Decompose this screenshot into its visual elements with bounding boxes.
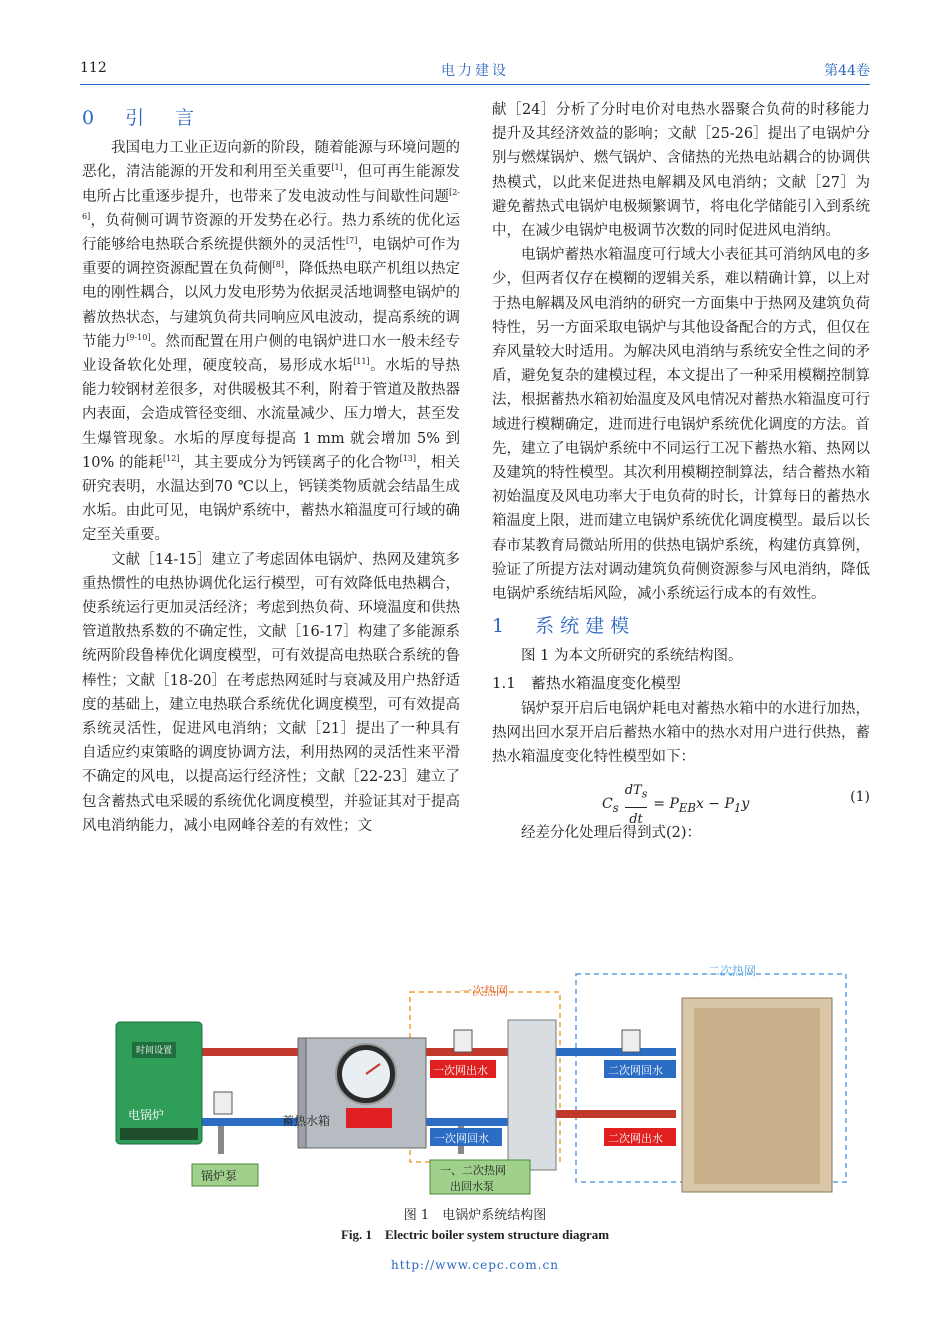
net-pump-label-line1: 一、二次热网 (440, 1164, 506, 1177)
subsection-1-1-paragraph: 锅炉泵开启后电锅炉耗电对蓄热水箱中的水进行加热，热网出回水泵开启后蓄热水箱中的热水对用户进行供热，蓄热水箱温度变化特性模型如下： (492, 700, 870, 766)
journal-title: 电力建设 (441, 63, 509, 79)
citation: [7] (346, 236, 358, 246)
intro-paragraph-3: 电锅炉蓄热水箱温度可行域大小表征其可消纳风电的多少，但两者仅存在模糊的逻辑关系，难以精确计算，以上对于热电解耦及风电消纳的研究一方面集中于热网及建筑负荷特性，另一方面采取电锅炉与其他设备配合的方式，但仅在弃风量较大时适用。为解决风电消纳与系统安全性之间的矛盾，避免复杂的建模过程，本文提出了一种采用模糊控制算法，根据蓄热水箱初始温度及风电情况对蓄热水箱温度可行域进行模糊确定，进而进行电锅炉系统优化调度的方法。首先，建立了电锅炉系统中不同运行工况下蓄热水箱、热网以及建筑的特性模型。其次利用模糊控制算法，结合蓄热水箱初始温度及风电功率大于电负荷的时长，计算每日的蓄热水箱温度上限，进而建立电锅炉系统优化调度模型。最后以长春市某教育局微站所用的供热电锅炉系统，构建仿真算例，验证了所提方法对调动建筑负荷侧资源参与风电消纳，降低电锅炉系统结垢风险，减小系统运行成本的有效性。 (492, 247, 870, 603)
derivative-fraction: $\frac{dT_s}{dt}$ (624, 783, 648, 828)
timer-label: 时间设置 (136, 1046, 173, 1056)
boiler-meter (214, 1092, 232, 1114)
secondary-out-pipe (556, 1110, 676, 1118)
secondary-back-pipe (556, 1048, 676, 1056)
net-pump-label-line2: 出回水泵 (450, 1180, 494, 1193)
subsection-1-1-title: 1.1 蓄热水箱温度变化模型 (492, 673, 681, 692)
page-number: 112 (80, 60, 107, 76)
section-0-title: 0 引 言 (82, 107, 201, 129)
section-1-paragraph: 图 1 为本文所研究的系统结构图。 (521, 648, 743, 665)
intro-paragraph-2-continued: 献［24］分析了分时电价对电热水器聚合负荷的时移能力提升及其经济效益的影响；文献［25-26］提出了电锅炉分别与燃煤锅炉、燃气锅炉、含储热的光热电站耦合的协调供热模式，以此来促进热电解耦及风电消纳；文献［27］为避免蓄热式电锅炉电极频繁调节，将电化学储能引入到系统中，在减少电锅炉电极调节次数的同时促进风电消纳。 (492, 102, 870, 240)
citation: [9-10] (126, 332, 151, 342)
citation: [2-6] (82, 187, 460, 221)
secondary-meter (622, 1030, 640, 1052)
citation: [1] (331, 163, 343, 173)
primary-out-label: 一次网出水 (433, 1064, 488, 1077)
section-1-title: 1 系统建模 (492, 615, 636, 638)
equation-1: $C_s$ $\frac{dT_s}{dt}$ = $P_{EB}x - P_1y$ (1) (492, 773, 870, 817)
secondary-out-label: 二次网出水 (608, 1132, 663, 1145)
equation-number: (1) (850, 789, 870, 806)
figure-caption-cn: 图 1 电锅炉系统结构图 (403, 1208, 547, 1223)
tank-display (346, 1108, 392, 1128)
citation: [8] (272, 260, 285, 270)
intro-paragraph-2: 文献［14-15］建立了考虑固体电锅炉、热网及建筑多重热惯性的电热协调优化运行模型，可有效降低电热耦合，使系统运行更加灵活经济；考虑到热负荷、环境温度和供热管道散热系数的不确定性，文献［16-17］构建了多能源系统两阶段鲁棒优化调度模型，可有效提高电热联合系统的鲁棒性；文献［18-20］在考虑热网延时与衰减及用户热舒适度的基础上，建立电热联合系统优化调度模型，可有效提高系统灵活性，促进风电消纳；文献［21］提出了一种具有自适应约束策略的调度协调方法，利用热网的灵活性来平滑不确定的风电，以提高运行经济性；文献［22-23］建立了包含蓄热式电采暖的系统优化调度模型，并验证其对于提高风电消纳能力，减小电网峰谷差的有效性；文 (82, 551, 460, 834)
tank-label: 蓄热水箱 (282, 1114, 331, 1128)
boiler-label: 电锅炉 (128, 1108, 165, 1122)
footer-url[interactable]: http://www.cepc.com.cn (390, 1258, 559, 1272)
pump-pipe (218, 1126, 224, 1154)
after-equation-text: 经差分化处理后得到式(2)： (521, 825, 702, 842)
boiler-vent (120, 1128, 198, 1140)
intro-paragraph-1: 我国电力工业正迈向新的阶段，随着能源与环境问题的恶化，清洁能源的开发和利用至关重要[1]，但可再生能源发电所占比重逐步提升，也带来了发电波动性与间歇性问题[2-6]，负荷侧可调节资源的开发势在必行。热力系统的优化运行能够给电热联合系统提供额外的灵活性[7]，电锅炉可作为重要的调控资源配置在负荷侧[8]，降低热电联产机组以热定电的刚性耦合，以风力发电形势为依据灵活地调整电锅炉的蓄放热状态，与建筑负荷共同响应风电波动，提高系统的调节能力[9-10]。然而配置在用户侧的电锅炉进口水一般未经专业设备软化处理，硬度较高，易形成水垢[11]。水垢的导热能力较钢材差很多，对供暖极其不利，附着于管道及散热器内表面，会造成管径变细、水流量减少、压力增大，甚至发生爆管现象。水垢的厚度每提高 1 mm 就会增加 5% 到 10% 的能耗[12]，其主要成分为钙镁离子的化合物[13]，相关研究表明，水温达到70 ℃以上，钙镁类物质就会结晶生成水垢。由此可见，电锅炉系统中，蓄热水箱温度可行域的确定至关重要。 (82, 140, 461, 544)
secondary-back-label: 二次网回水 (608, 1064, 663, 1077)
citation: [12] (163, 453, 180, 463)
primary-back-label: 一次网回水 (434, 1132, 489, 1145)
volume-label: 第44卷 (824, 63, 870, 79)
boiler-supply-pipe (202, 1048, 298, 1056)
heat-exchanger (508, 1020, 556, 1170)
boiler-pump-label: 锅炉泵 (201, 1169, 238, 1183)
figure-1-system-diagram (110, 964, 850, 1198)
electric-boiler (116, 1022, 202, 1144)
figure-caption-en: Fig. 1 Electric boiler system structure diagram (340, 1227, 610, 1242)
citation: [13] (399, 453, 417, 463)
primary-net-label: 一次热网 (460, 984, 509, 998)
header-rule (80, 84, 870, 85)
secondary-net-label: 二次热网 (708, 964, 757, 978)
citation: [11] (353, 357, 370, 367)
primary-meter (454, 1030, 472, 1052)
right-column (492, 98, 870, 846)
building-facade (694, 1008, 820, 1184)
left-column (82, 98, 460, 838)
